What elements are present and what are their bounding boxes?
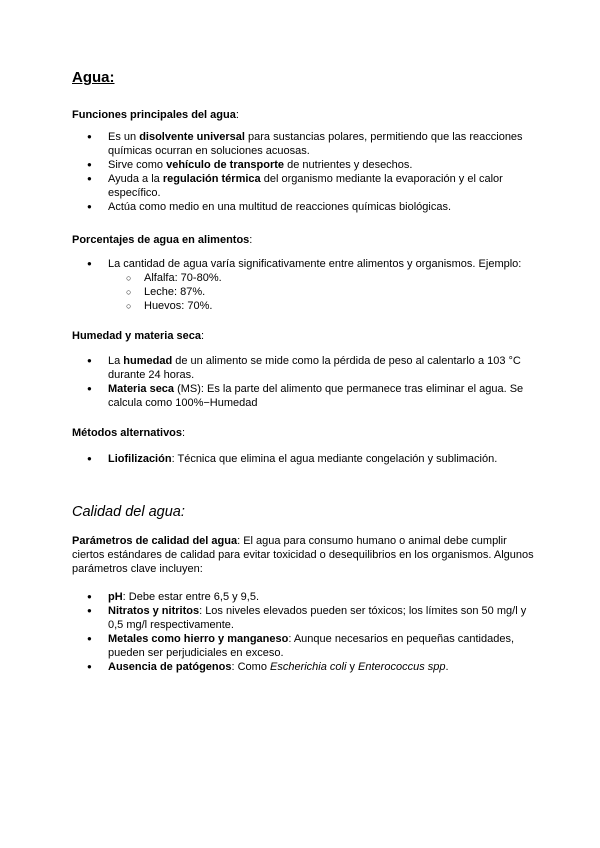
metodos-list bbox=[72, 452, 542, 466]
list-item: ● Es un disolvente universal para sustancias polares, permitiendo que las reacciones químicas ocurran en soluciones acuosas. bbox=[72, 130, 542, 158]
list-item: ● Actúa como medio en una multitud de reacciones químicas biológicas. bbox=[72, 200, 542, 214]
section-heading-metodos: Métodos alternativos: bbox=[72, 427, 186, 439]
list-item: ● pH: Debe estar entre 6,5 y 9,5. bbox=[72, 590, 542, 604]
list-item: ● Sirve como vehículo de transporte de nutrientes y desechos. bbox=[72, 158, 542, 172]
sublist-item: ○ Leche: 87%. bbox=[108, 285, 542, 299]
list-item: ● Liofilización: Técnica que elimina el agua mediante congelación y sublimación. bbox=[72, 452, 542, 466]
list-item: ● La cantidad de agua varía significativamente entre alimentos y organismos. Ejemplo: ○ Alfalfa: 70-80%. ○ Leche: 87%. ○ Huevos: 70%. bbox=[72, 257, 542, 313]
funciones-list bbox=[72, 130, 542, 214]
humedad-list bbox=[72, 354, 542, 410]
section-heading-porcentajes: Porcentajes de agua en alimentos: bbox=[72, 234, 253, 246]
page-title: Agua: bbox=[72, 69, 115, 86]
porcentajes-list bbox=[72, 257, 542, 313]
section-title-calidad: Calidad del agua: bbox=[72, 504, 185, 520]
sublist-item: ○ Huevos: 70%. bbox=[108, 299, 542, 313]
list-item: ● Nitratos y nitritos: Los niveles elevados pueden ser tóxicos; los límites son 50 mg/l y 0,5 mg/l respectivamente. bbox=[72, 604, 542, 632]
list-item: ● Ayuda a la regulación térmica del organismo mediante la evaporación y el calor específico. bbox=[72, 172, 542, 200]
calidad-paragraph: Parámetros de calidad del agua: El agua para consumo humano o animal debe cumplir ciertos estándares de calidad para evitar toxicidad o desequilibrios en los organismos. Algunos parámetros clave incluyen: bbox=[72, 535, 534, 575]
section-heading-funciones: Funciones principales del agua: bbox=[72, 109, 239, 121]
list-item: ● Ausencia de patógenos: Como Escherichia coli y Enterococcus spp. bbox=[72, 660, 542, 674]
sublist-item: ○ Alfalfa: 70-80%. bbox=[108, 271, 542, 285]
list-item: ● Metales como hierro y manganeso: Aunque necesarios en pequeñas cantidades, pueden ser perjudiciales en exceso. bbox=[72, 632, 542, 660]
section-heading-humedad: Humedad y materia seca: bbox=[72, 330, 205, 342]
porcentajes-sublist bbox=[108, 271, 542, 313]
calidad-list bbox=[72, 590, 542, 674]
list-item: ● La humedad de un alimento se mide como la pérdida de peso al calentarlo a 103 °C durante 24 horas. bbox=[72, 354, 542, 382]
list-item: ● Materia seca (MS): Es la parte del alimento que permanece tras eliminar el agua. Se calcula como 100%−Humedad bbox=[72, 382, 542, 410]
